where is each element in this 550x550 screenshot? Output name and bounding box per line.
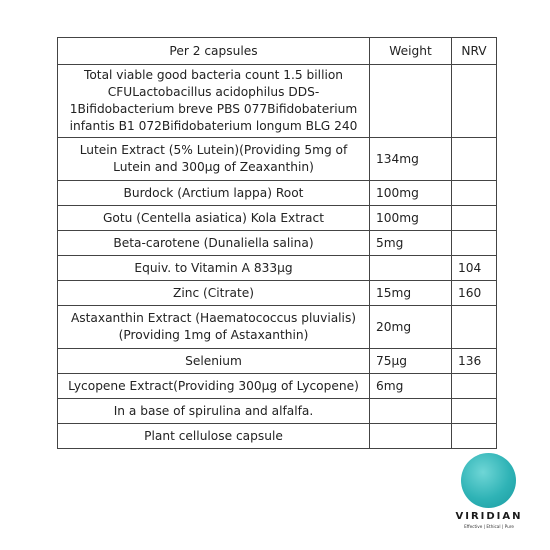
ingredient-name: Selenium bbox=[58, 349, 370, 374]
ingredient-name: Burdock (Arctium lappa) Root bbox=[58, 181, 370, 206]
ingredient-name: Lutein Extract (5% Lutein)(Providing 5mg of Lutein and 300µg of Zeaxanthin) bbox=[58, 138, 370, 181]
header-weight: Weight bbox=[370, 38, 452, 65]
ingredient-nrv bbox=[452, 399, 497, 424]
ingredient-nrv bbox=[452, 206, 497, 231]
ingredient-nrv: 136 bbox=[452, 349, 497, 374]
header-nrv: NRV bbox=[452, 38, 497, 65]
table-header-row bbox=[58, 38, 497, 65]
ingredient-weight: 20mg bbox=[370, 306, 452, 349]
ingredient-name: Beta-carotene (Dunaliella salina) bbox=[58, 231, 370, 256]
table-row bbox=[58, 399, 497, 424]
table-row bbox=[58, 306, 497, 349]
logo-brand: VIRIDIAN bbox=[455, 511, 523, 522]
table-row bbox=[58, 181, 497, 206]
ingredient-nrv bbox=[452, 65, 497, 138]
ingredient-nrv: 104 bbox=[452, 256, 497, 281]
ingredient-name: Total viable good bacteria count 1.5 billion CFULactobacillus acidophilus DDS-1Bifidobacterium breve PBS 077Bifidobaterium infantis B1 072Bifidobaterium longum BLG 240 bbox=[58, 65, 370, 138]
ingredient-weight bbox=[370, 399, 452, 424]
ingredient-name: Gotu (Centella asiatica) Kola Extract bbox=[58, 206, 370, 231]
table-row bbox=[58, 424, 497, 449]
ingredient-weight: 5mg bbox=[370, 231, 452, 256]
ingredient-weight: 100mg bbox=[370, 181, 452, 206]
ingredient-name: Equiv. to Vitamin A 833µg bbox=[58, 256, 370, 281]
viridian-logo bbox=[453, 453, 525, 533]
ingredient-name: In a base of spirulina and alfalfa. bbox=[58, 399, 370, 424]
ingredient-weight: 15mg bbox=[370, 281, 452, 306]
ingredient-nrv bbox=[452, 374, 497, 399]
table-row bbox=[58, 65, 497, 138]
ingredient-name: Lycopene Extract(Providing 300µg of Lycopene) bbox=[58, 374, 370, 399]
logo-circle-icon bbox=[461, 453, 516, 508]
table-row bbox=[58, 231, 497, 256]
nutrition-table bbox=[57, 37, 497, 449]
table-row bbox=[58, 138, 497, 181]
ingredient-name: Zinc (Citrate) bbox=[58, 281, 370, 306]
ingredient-weight: 75µg bbox=[370, 349, 452, 374]
ingredient-weight: 134mg bbox=[370, 138, 452, 181]
ingredient-name: Plant cellulose capsule bbox=[58, 424, 370, 449]
ingredient-nrv bbox=[452, 181, 497, 206]
header-per-serving: Per 2 capsules bbox=[58, 38, 370, 65]
table-row bbox=[58, 206, 497, 231]
ingredient-nrv bbox=[452, 138, 497, 181]
ingredient-weight bbox=[370, 65, 452, 138]
table-row bbox=[58, 281, 497, 306]
ingredient-nrv bbox=[452, 424, 497, 449]
ingredient-nrv: 160 bbox=[452, 281, 497, 306]
ingredient-weight: 100mg bbox=[370, 206, 452, 231]
table-row bbox=[58, 349, 497, 374]
ingredient-name: Astaxanthin Extract (Haematococcus pluvialis) (Providing 1mg of Astaxanthin) bbox=[58, 306, 370, 349]
ingredient-weight bbox=[370, 424, 452, 449]
ingredient-weight: 6mg bbox=[370, 374, 452, 399]
logo-tagline: Effective | Ethical | Pure bbox=[464, 524, 514, 529]
table-row bbox=[58, 374, 497, 399]
ingredient-nrv bbox=[452, 306, 497, 349]
ingredient-nrv bbox=[452, 231, 497, 256]
ingredient-weight bbox=[370, 256, 452, 281]
table-row bbox=[58, 256, 497, 281]
